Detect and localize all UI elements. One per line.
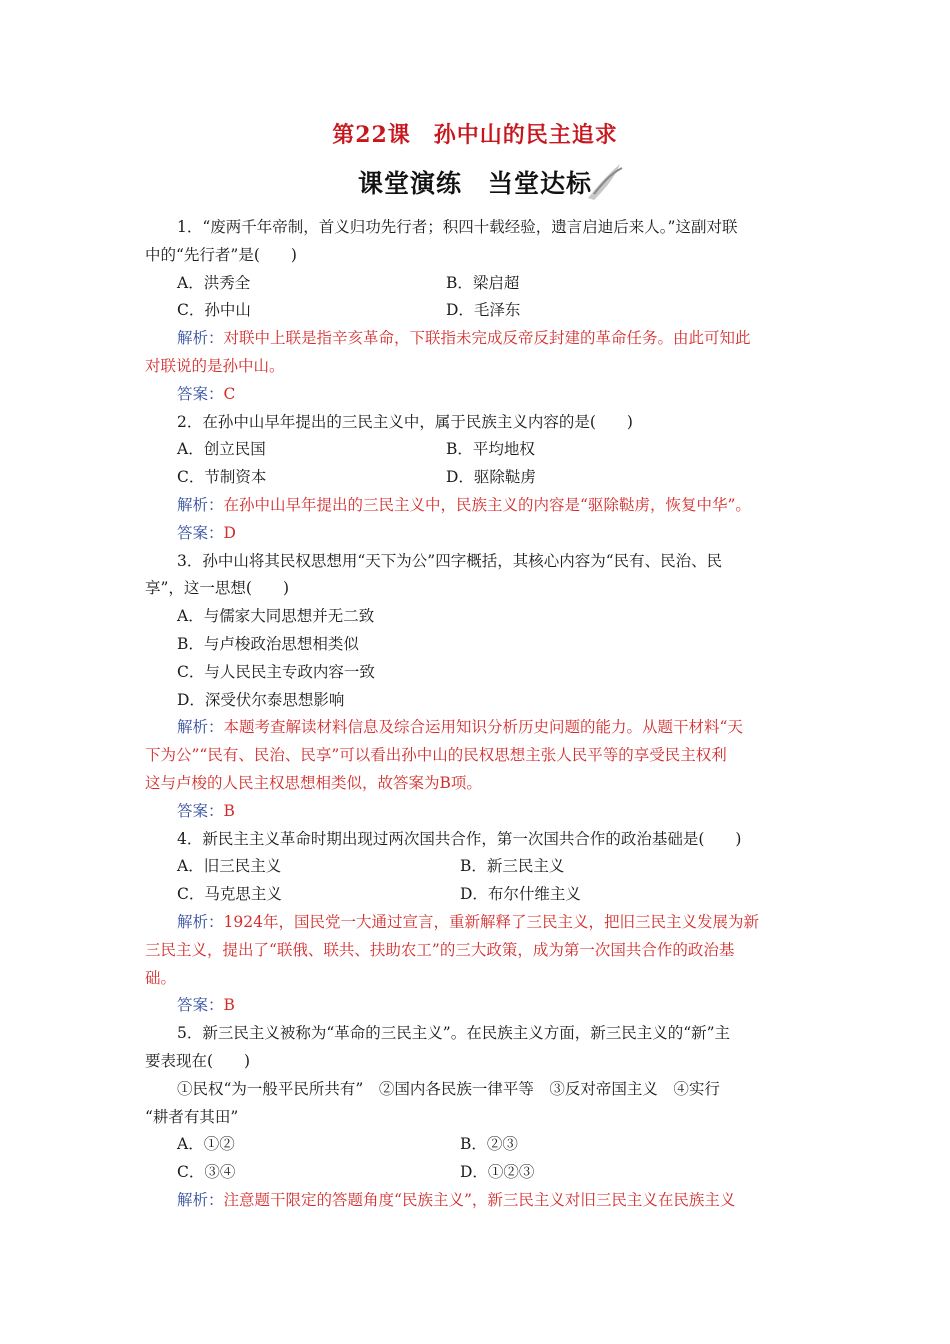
q1-analysis-label: 解析：: [177, 329, 224, 348]
q3-analysis-line1: [145, 714, 810, 742]
q4-answer: [145, 992, 810, 1020]
q2-option-c: C．节制资本: [177, 468, 267, 487]
q2-analysis-text: 在孙中山早年提出的三民主义中，民族主义的内容是“驱除鞑虏，恢复中华”。: [223, 495, 751, 514]
q5-option-a: A．①②: [177, 1135, 235, 1154]
q5-stem-line1: 5．新三民主义被称为“革命的三民主义”。在民族主义方面，新三民主义的“新”主: [177, 1024, 731, 1043]
q1-analysis-text: 对联中上联是指辛亥革命，下联指未完成反帝反封建的革命任务。由此可知此: [223, 329, 751, 348]
lesson-title: 第22课 孙中山的民主追求: [332, 122, 618, 148]
q2-options-row2: [145, 464, 810, 492]
q5-option-b: B．②③: [460, 1135, 518, 1154]
q4-option-a: A．旧三民主义: [177, 857, 282, 876]
q3-analysis-line2: 下为公”“民有、民治、民享”可以看出孙中山的民权思想主张人民平等的享受民主权利: [145, 746, 727, 765]
q4-analysis-label: 解析：: [177, 912, 224, 931]
banner-text: 课堂演练 当堂达标: [358, 169, 593, 198]
q1-stem-line2: 中的“先行者”是( ): [145, 245, 297, 264]
q3-answer-value: B: [223, 801, 235, 820]
q4-analysis-text: 1924年，国民党一大通过宣言，重新解释了三民主义，把旧三民主义发展为新: [223, 912, 759, 931]
q1-answer: [145, 381, 810, 409]
q3-stem-line2: 享”，这一思想( ): [145, 579, 290, 598]
q2-option-a: A．创立民国: [177, 440, 266, 459]
q5-analysis-label: 解析：: [177, 1190, 224, 1209]
q2-answer: [145, 520, 810, 548]
q4-analysis-line3: 础。: [145, 968, 177, 987]
q5-option-c: C．③④: [177, 1163, 236, 1182]
q3-analysis-text: 本题考查解读材料信息及综合运用知识分析历史问题的能力。从题干材料“天: [223, 718, 743, 737]
q3-option-d: D．深受伏尔泰思想影响: [177, 690, 345, 709]
q3-option-c: C．与人民民主专政内容一致: [177, 662, 375, 681]
q5-analysis-text: 注意题干限定的答题角度“民族主义”，新三民主义对旧三民主义在民族主义: [223, 1190, 736, 1209]
q4-options-row1: [145, 853, 810, 881]
q4-option-d: D．布尔什维主义: [460, 885, 581, 904]
q4-answer-value: B: [223, 996, 235, 1015]
q4-answer-label: 答案：: [177, 996, 224, 1015]
q2-stem-line1: 2．在孙中山早年提出的三民主义中，属于民族主义内容的是( ): [177, 412, 633, 431]
section-banner: [350, 160, 630, 204]
q2-answer-value: D: [223, 523, 236, 542]
q2-option-d: D．驱除鞑虏: [446, 468, 536, 487]
q5-stem-line2: 要表现在( ): [145, 1051, 251, 1070]
q4-stem-line1: 4．新民主主义革命时期出现过两次国共合作，第一次国共合作的政治基础是( ): [177, 829, 742, 848]
q5-option-d: D．①②③: [460, 1163, 535, 1182]
q5-items-line2: “耕者有其田”: [145, 1107, 239, 1126]
q2-analysis-line1: [145, 492, 810, 520]
q3-analysis-label: 解析：: [177, 718, 224, 737]
q4-analysis-line1: [145, 909, 810, 937]
q3-stem-line1: 3．孙中山将其民权思想用“天下为公”四字概括，其核心内容为“民有、民治、民: [177, 551, 723, 570]
q3-analysis-line3: 这与卢梭的人民主权思想相类似，故答案为B项。: [145, 773, 482, 792]
q1-analysis-line1: [145, 325, 810, 353]
q1-analysis-line2: 对联说的是孙中山。: [145, 356, 285, 375]
q2-analysis-label: 解析：: [177, 495, 224, 514]
q2-answer-label: 答案：: [177, 523, 224, 542]
q3-answer: [145, 798, 810, 826]
brush-stroke-icon: [580, 158, 628, 206]
q1-option-a: A．洪秀全: [177, 273, 251, 292]
q2-options-row1: [145, 436, 810, 464]
q2-option-b: B．平均地权: [446, 440, 535, 459]
q1-stem-line1: 1．“废两千年帝制，首义归功先行者；积四十载经验，遗言启迪后来人。”这副对联: [177, 218, 738, 236]
q1-answer-value: C: [223, 384, 236, 403]
q3-answer-label: 答案：: [177, 801, 224, 820]
q4-option-c: C．马克思主义: [177, 885, 282, 904]
q1-answer-label: 答案：: [177, 384, 224, 403]
q5-options-row2: [145, 1159, 810, 1187]
q5-options-row1: [145, 1131, 810, 1159]
q3-option-b: B．与卢梭政治思想相类似: [177, 634, 359, 653]
content: [145, 214, 810, 1215]
q3-option-a: A．与儒家大同思想并无二致: [177, 607, 375, 626]
q1-options-row2: [145, 297, 810, 325]
q4-analysis-line2: 三民主义，提出了“联俄、联共、扶助农工”的三大政策，成为第一次国共合作的政治基: [145, 940, 735, 959]
q1-options-row1: [145, 270, 810, 298]
q5-items-line1: ①民权“为一般平民所共有” ②国内各民族一律平等 ③反对帝国主义 ④实行: [177, 1079, 720, 1098]
q1-option-c: C．孙中山: [177, 301, 251, 320]
q5-analysis-line1: [145, 1187, 810, 1215]
q1-option-d: D．毛泽东: [446, 301, 521, 320]
q4-option-b: B．新三民主义: [460, 857, 565, 876]
q1-option-b: B．梁启超: [446, 273, 520, 292]
q4-options-row2: [145, 881, 810, 909]
